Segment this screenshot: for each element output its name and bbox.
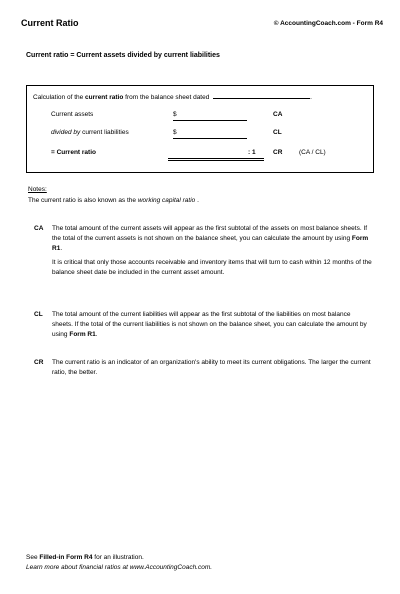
definition-text: The current ratio is an indicator of an organization's ability to meet its current obligations. The larger the current ratio, the better. xyxy=(52,359,371,376)
row-abbreviation: CL xyxy=(273,129,282,136)
page-title: Current Ratio xyxy=(21,18,79,28)
definition-text: The total amount of the current liabilities will appear as the first subtotal of the liabilities on most balance sheets. If the total of the current liabilities is not shown on the balance sheet, you can calculate the amount by using Form R1. xyxy=(52,311,367,338)
current-liabilities-row xyxy=(27,129,373,141)
definition-cl xyxy=(34,310,372,344)
calculation-heading: Calculation of the current ratio from the balance sheet dated . xyxy=(33,94,312,101)
definition-cr xyxy=(34,358,372,382)
calculation-box xyxy=(26,85,374,173)
page-footer xyxy=(26,553,212,573)
definition-code: CL xyxy=(34,311,43,318)
row-abbreviation: CR xyxy=(273,149,283,156)
filled-in-form-link[interactable]: Filled-in Form R4 xyxy=(39,554,93,561)
ratio-suffix: : 1 xyxy=(248,149,256,156)
current-assets-blank[interactable] xyxy=(173,120,247,121)
dollar-sign: $ xyxy=(173,111,177,118)
dollar-sign: $ xyxy=(173,129,177,136)
current-assets-row xyxy=(27,111,373,123)
current-liabilities-blank[interactable] xyxy=(173,138,247,139)
ratio-formula: Current ratio = Current assets divided by current liabilities xyxy=(26,52,220,59)
notes-heading: Notes: xyxy=(28,186,47,193)
row-label: = Current ratio xyxy=(51,149,96,156)
copyright-notice: © AccountingCoach.com - Form R4 xyxy=(273,20,383,27)
current-ratio-blank[interactable] xyxy=(168,158,264,161)
notes-intro: The current ratio is also known as the working capital ratio . xyxy=(28,197,199,204)
definition-ca xyxy=(34,224,372,282)
current-ratio-row xyxy=(27,149,373,161)
row-label: Current assets xyxy=(51,111,94,118)
ratio-formula-note: (CA / CL) xyxy=(299,149,326,156)
definition-code: CA xyxy=(34,225,44,232)
date-blank-field[interactable] xyxy=(213,92,310,99)
row-abbreviation: CA xyxy=(273,111,283,118)
definition-text: The total amount of the current assets will appear as the first subtotal of the assets on most balance sheets. If the total of the current assets is not shown on the balance sheet, you can calculate the amount by using Form R1. xyxy=(52,225,369,252)
footer-website-line[interactable]: Learn more about financial ratios at www.AccountingCoach.com. xyxy=(26,564,213,571)
row-label: divided by current liabilities xyxy=(51,129,129,136)
definition-code: CR xyxy=(34,359,44,366)
definition-text: It is critical that only those accounts receivable and inventory items that will turn to cash within 12 months of the balance sheet date be included in the current asset amount. xyxy=(52,259,372,276)
footer-line: See Filled-in Form R4 for an illustration. xyxy=(26,554,144,561)
